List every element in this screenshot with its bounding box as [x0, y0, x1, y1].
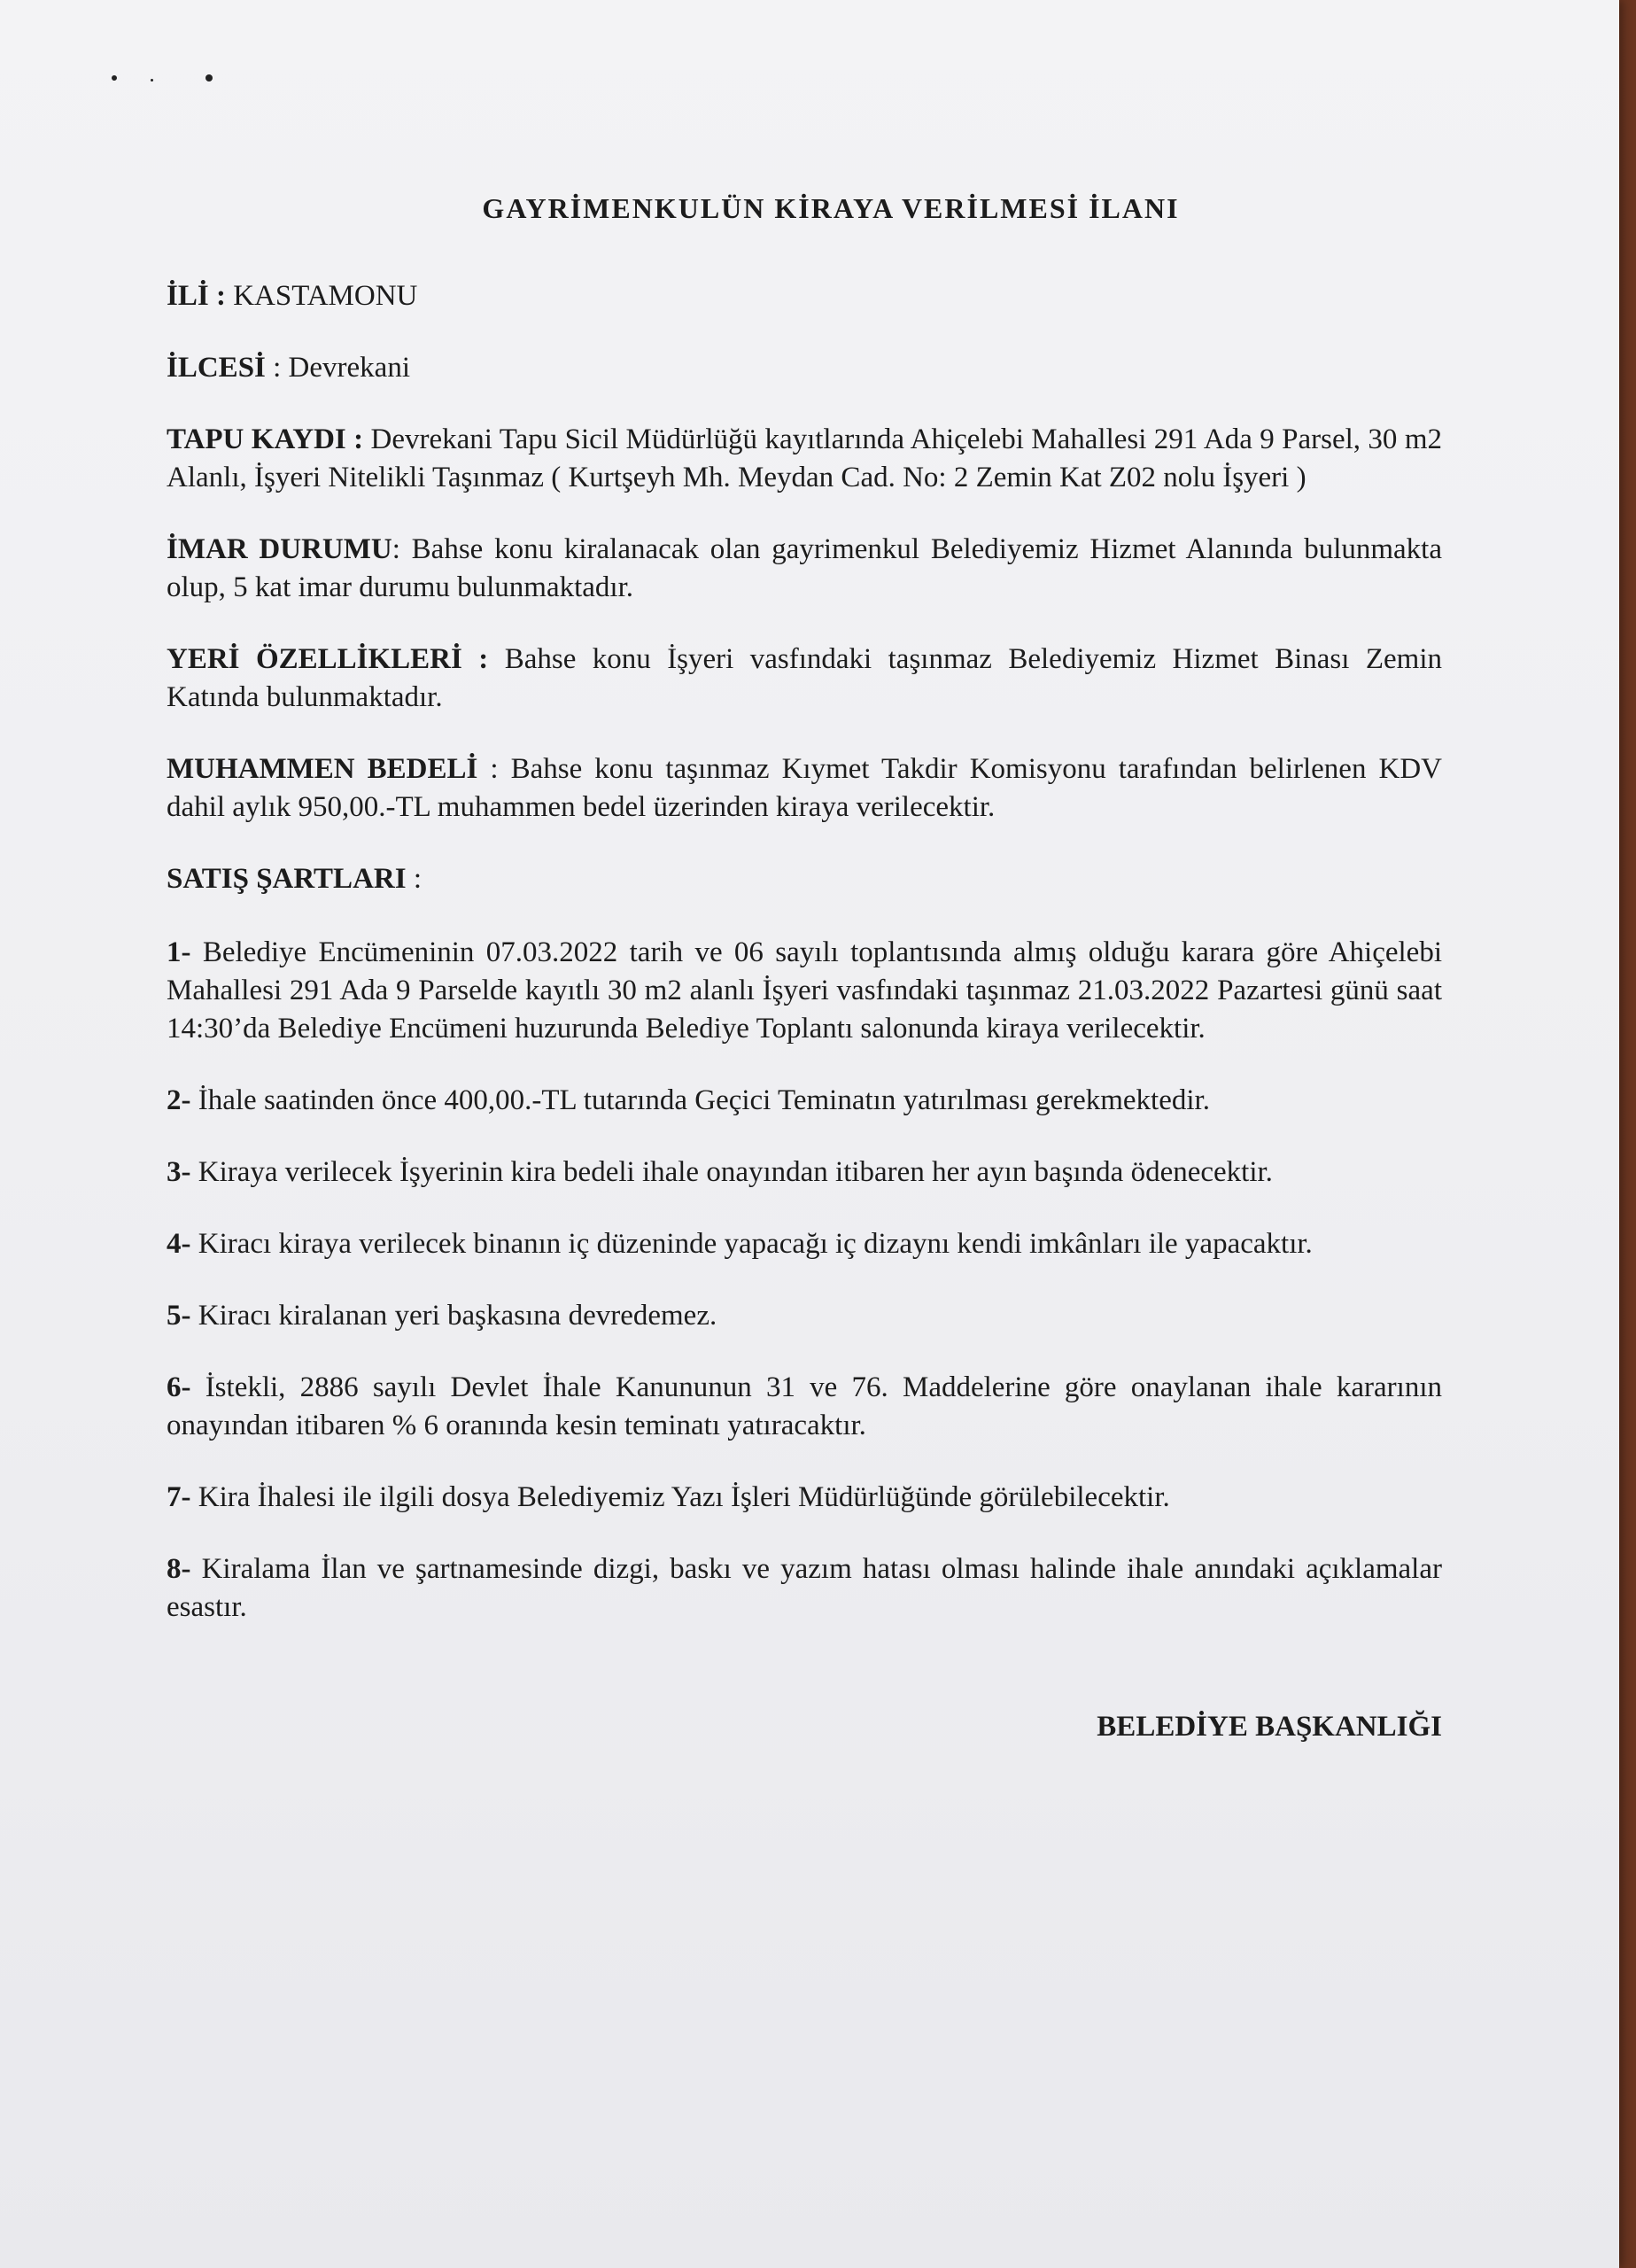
- condition-number: 2-: [167, 1084, 191, 1116]
- conditions-list: [167, 934, 1442, 1627]
- condition-item: [167, 1369, 1442, 1445]
- signature-block: BELEDİYE BAŞKANLIĞI: [1097, 1711, 1442, 1743]
- field-label: TAPU KAYDI :: [167, 423, 364, 455]
- field-block: [167, 531, 1442, 607]
- mark-dot: [151, 79, 153, 82]
- document-content: [167, 177, 1442, 1746]
- field-value: : Bahse konu kiralanacak olan gayrimenkul Belediyemiz Hizmet Alanında bulunmakta olup, 5 kat imar durumu bulunmaktadır.: [167, 533, 1442, 603]
- condition-text: Kiracı kiraya verilecek binanın iç düzeninde yapacağı iç dizaynı kendi imkânları ile yapacaktır.: [190, 1228, 1313, 1260]
- field-value: : Bahse konu taşınmaz Kıymet Takdir Komisyonu tarafından belirlenen KDV dahil aylık 950,00.-TL muhammen bedel üzerinden kiraya verilecektir.: [167, 753, 1442, 823]
- condition-item: [167, 1550, 1442, 1627]
- field-list: [167, 277, 1442, 827]
- condition-item: [167, 1225, 1442, 1263]
- condition-number: 4-: [167, 1228, 191, 1260]
- condition-text: İhale saatinden önce 400,00.-TL tutarında Geçici Teminatın yatırılması gerekmektedir.: [190, 1084, 1210, 1116]
- condition-text: Kira İhalesi ile ilgili dosya Belediyemiz Yazı İşleri Müdürlüğünde görülebilecektir.: [190, 1481, 1170, 1513]
- field-label: İMAR DURUMU: [167, 533, 392, 565]
- condition-text: İstekli, 2886 sayılı Devlet İhale Kanununun 31 ve 76. Maddelerine göre onaylanan ihale kararının onayından itibaren % 6 oranında kesin teminatı yatıracaktır.: [167, 1371, 1442, 1441]
- condition-text: Kiralama İlan ve şartnamesinde dizgi, baskı ve yazım hatası olması halinde ihale anındaki açıklamalar esastır.: [167, 1553, 1442, 1623]
- condition-number: 1-: [167, 936, 191, 968]
- field-block: [167, 277, 1442, 315]
- condition-number: 8-: [167, 1553, 191, 1585]
- condition-item: [167, 1082, 1442, 1120]
- field-block: [167, 641, 1442, 717]
- condition-number: 7-: [167, 1481, 191, 1513]
- field-label: İLİ :: [167, 280, 226, 312]
- condition-item: [167, 1153, 1442, 1192]
- field-block: [167, 349, 1442, 387]
- condition-number: 5-: [167, 1300, 191, 1332]
- condition-item: [167, 934, 1442, 1048]
- field-block: [167, 750, 1442, 827]
- condition-number: 3-: [167, 1156, 191, 1188]
- field-label: MUHAMMEN BEDELİ: [167, 753, 478, 785]
- condition-text: Kiraya verilecek İşyerinin kira bedeli ihale onayından itibaren her ayın başında ödenecektir.: [190, 1156, 1273, 1188]
- field-block: [167, 421, 1442, 497]
- condition-item: [167, 1479, 1442, 1517]
- field-value: Devrekani Tapu Sicil Müdürlüğü kayıtlarında Ahiçelebi Mahallesi 291 Ada 9 Parsel, 30 m2 Alanlı, İşyeri Nitelikli Taşınmaz ( Kurtşeyh Mh. Meydan Cad. No: 2 Zemin Kat Z02 nolu İşyeri ): [167, 423, 1442, 493]
- mark-dot: [112, 75, 117, 81]
- field-value: : Devrekani: [265, 352, 410, 384]
- conditions-heading-label: SATIŞ ŞARTLARI: [167, 863, 407, 895]
- document-title: GAYRİMENKULÜN KİRAYA VERİLMESİ İLANI: [482, 192, 1180, 224]
- field-value: KASTAMONU: [225, 280, 418, 312]
- condition-text: Belediye Encümeninin 07.03.2022 tarih ve 06 sayılı toplantısında almış olduğu karara göre Ahiçelebi Mahallesi 291 Ada 9 Parselde kayıtlı 30 m2 alanlı İşyeri vasfındaki taşınmaz 21.03.2022 Pazartesi günü saat 14:30’da Belediye Encümeni huzurunda Belediye Toplantı salonunda kiraya verilecektir.: [167, 936, 1442, 1045]
- condition-text: Kiracı kiralanan yeri başkasına devredemez.: [190, 1300, 717, 1332]
- field-value: Bahse konu İşyeri vasfındaki taşınmaz Belediyemiz Hizmet Binası Zemin Katında bulunmaktadır.: [167, 643, 1442, 713]
- field-label: YERİ ÖZELLİKLERİ :: [167, 643, 489, 675]
- conditions-heading-suffix: :: [406, 863, 422, 895]
- condition-number: 6-: [167, 1371, 191, 1403]
- conditions-heading: [167, 860, 1442, 898]
- field-label: İLCESİ: [167, 352, 266, 384]
- condition-item: [167, 1297, 1442, 1335]
- mark-dot: [205, 74, 213, 82]
